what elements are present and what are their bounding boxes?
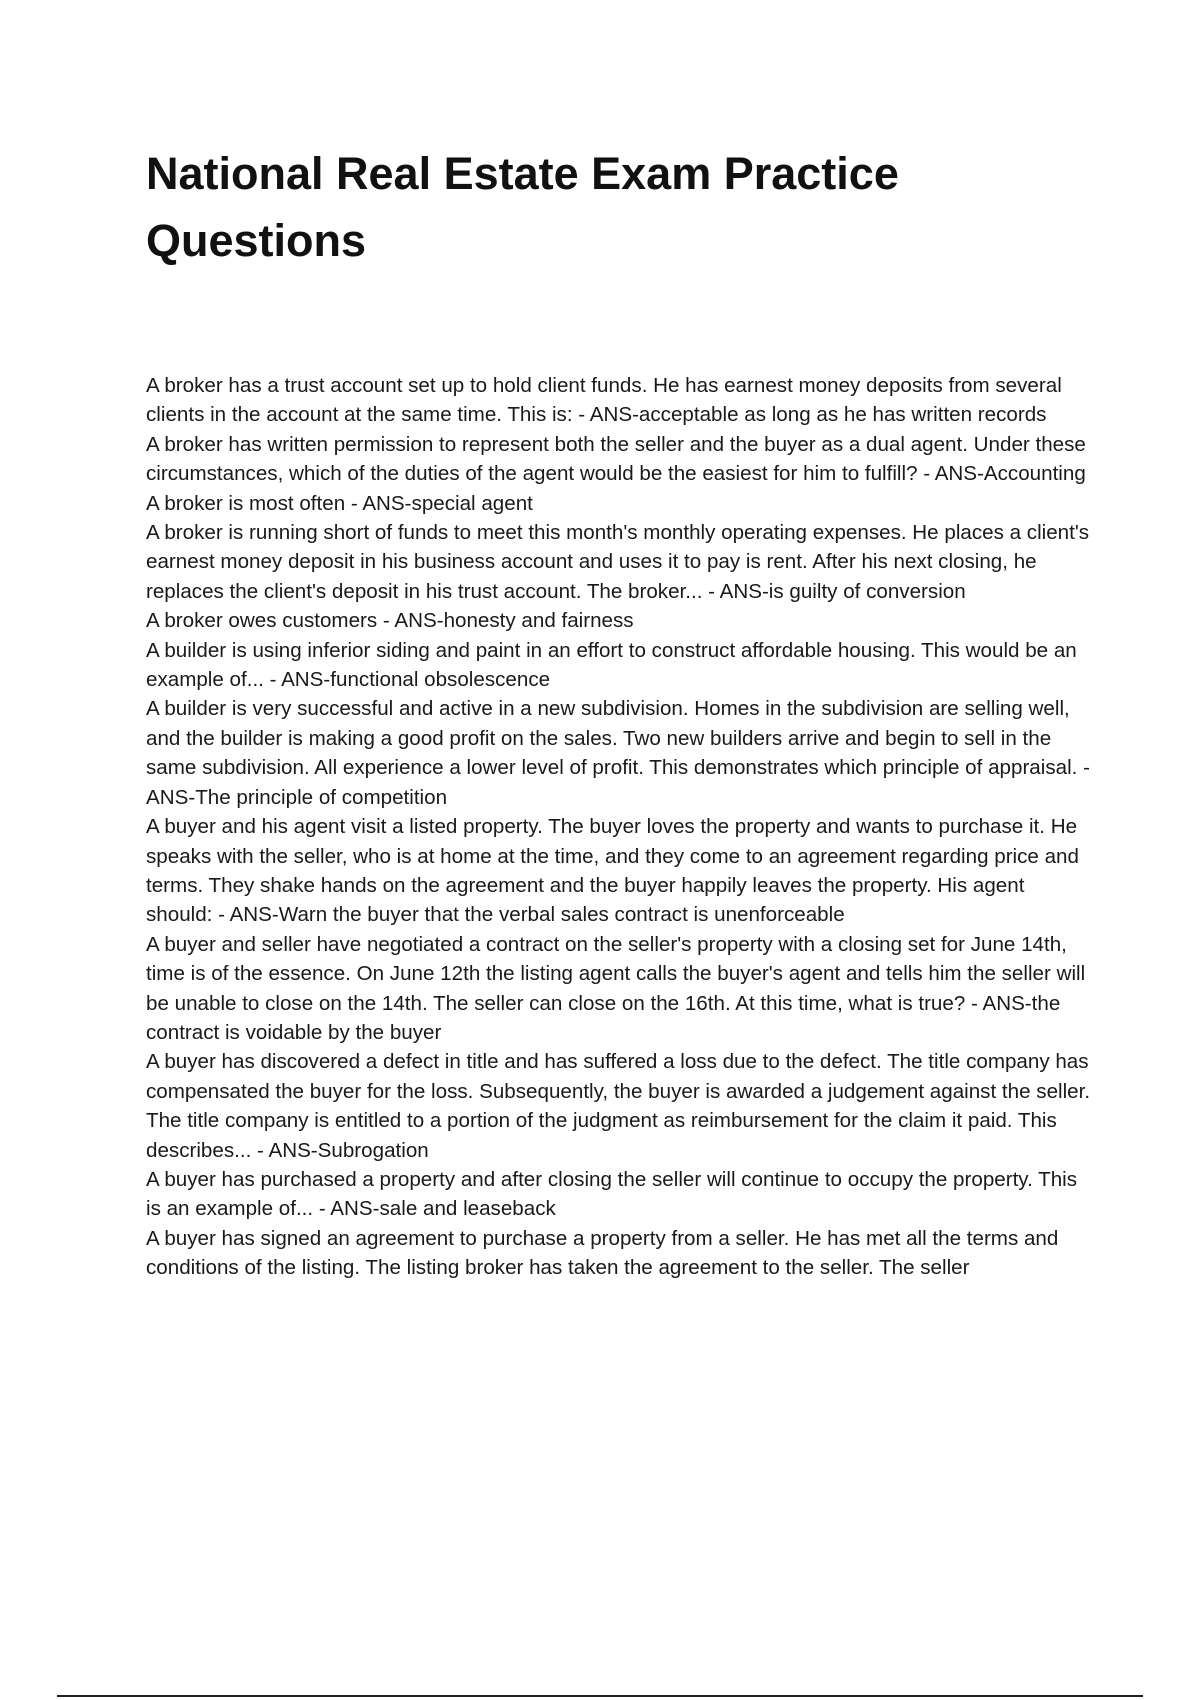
qa-item: A buyer and his agent visit a listed property. The buyer loves the property and wants to purchase it. He speaks with the seller, who is at home at the time, and they come to an agreement regarding price and terms. They shake hands on the agreement and the buyer happily leaves the property. His agent should: - ANS-Warn the buyer that the verbal sales contract is unenforceable [146, 815, 1079, 927]
qa-item: A broker owes customers - ANS-honesty and fairness [146, 609, 634, 633]
qa-item: A buyer has discovered a defect in title and has suffered a loss due to the defect. The title company has compensated the buyer for the loss. Subsequently, the buyer is awarded a judgement against the seller. The title company is entitled to a portion of the judgment as reimbursement for the claim it paid. This describes... - ANS-Subrogation [146, 1050, 1091, 1162]
qa-item: A broker has a trust account set up to hold client funds. He has earnest money deposits from several clients in the account at the same time. This is: - ANS-acceptable as long as he has written records [146, 374, 1062, 427]
qa-item: A builder is using inferior siding and paint in an effort to construct affordable housing. This would be an example of... - ANS-functional obsolescence [146, 638, 1077, 692]
document-title: National Real Estate Exam Practice Questions [146, 148, 899, 266]
qa-item: A buyer has purchased a property and after closing the seller will continue to occupy the property. This is an example of... - ANS-sale and leaseback [146, 1167, 1078, 1221]
qa-item: A broker has written permission to represent both the seller and the buyer as a dual agent. Under these circumstances, which of the duties of the agent would be the easiest for him to fulfill? - ANS-Accounting [146, 432, 1086, 486]
qa-item: A broker is most often - ANS-special agent [146, 491, 533, 515]
qa-item: A broker is running short of funds to meet this month's monthly operating expenses. He places a client's earnest money deposit in his business account and uses it to pay is rent. After his next closing, he replaces the client's deposit in his trust account. The broker... - ANS-is guilty of conversion [146, 521, 1090, 603]
qa-item: A builder is very successful and active in a new subdivision. Homes in the subdivision are selling well, and the builder is making a good profit on the sales. Two new builders arrive and begin to sell in the same subdivision. All experience a lower level of profit. This demonstrates which principle of appraisal. - ANS-The principle of competition [146, 697, 1090, 809]
qa-item: A buyer has signed an agreement to purchase a property from a seller. He has met all the terms and conditions of the listing. The listing broker has taken the agreement to the seller. The seller [146, 1226, 1059, 1280]
question-answer-list [146, 371, 1092, 1283]
page-bottom-divider [57, 1695, 1143, 1697]
qa-item: A buyer and seller have negotiated a contract on the seller's property with a closing set for June 14th, time is of the essence. On June 12th the listing agent calls the buyer's agent and tells him the seller will be unable to close on the 14th. The seller can close on the 16th. At this time, what is true? - ANS-the contract is voidable by the buyer [146, 932, 1086, 1044]
